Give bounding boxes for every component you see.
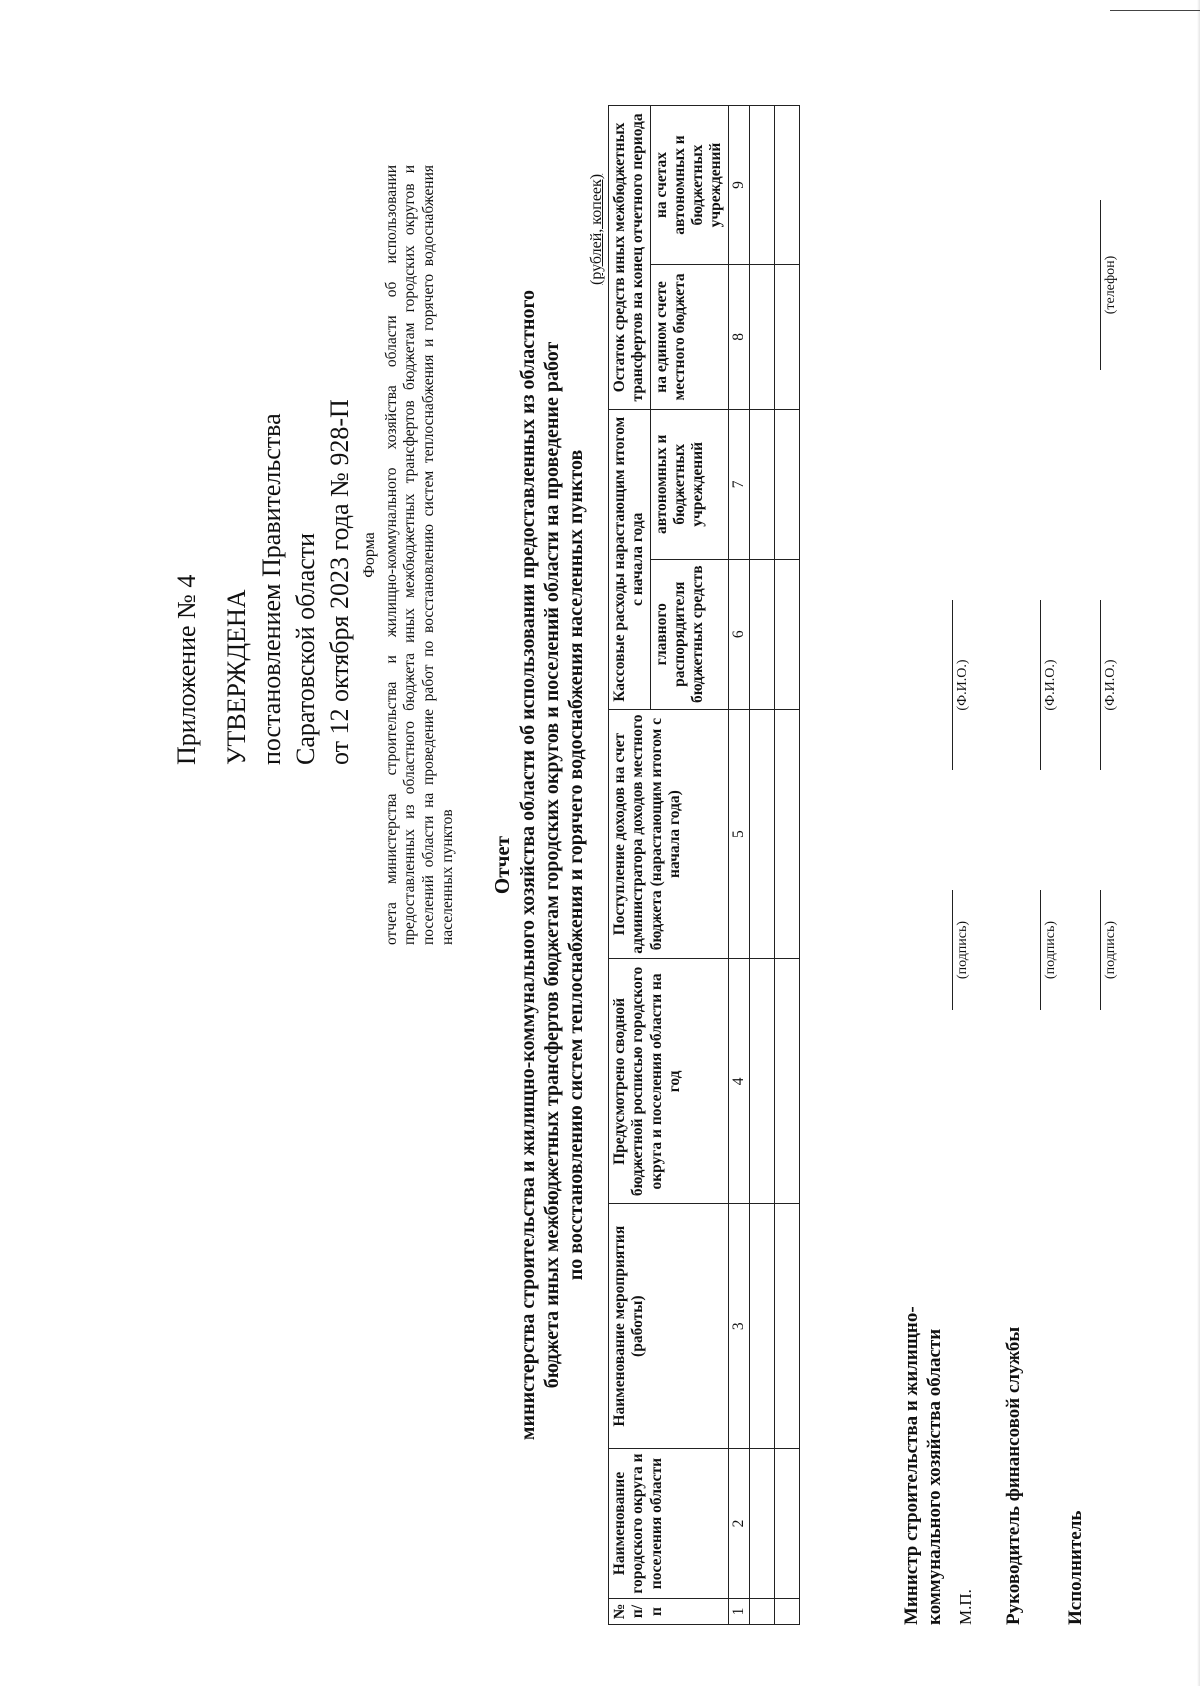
column-number-row xyxy=(728,106,749,1625)
signatures-block xyxy=(900,105,1126,1625)
report-heading xyxy=(490,145,589,1585)
report-line-1: министерства строительства и жилищно-коммунального хозяйства области об использовании предоставленных из областного xyxy=(516,289,539,1441)
name-line xyxy=(1100,600,1101,770)
form-label: Форма xyxy=(361,532,378,578)
header-col-6: главного распорядителя бюджетных средств xyxy=(650,559,728,709)
name-caption: (Ф.И.О.) xyxy=(1103,659,1119,711)
name-line xyxy=(952,600,953,770)
document-sheet xyxy=(40,45,1160,1645)
column-number: 9 xyxy=(728,106,749,265)
phone-line xyxy=(1100,200,1101,370)
column-number: 3 xyxy=(728,1204,749,1449)
column-number: 2 xyxy=(728,1449,749,1599)
units-label: (рублей, копеек) xyxy=(588,173,605,285)
minister-signature-row xyxy=(946,105,1004,1625)
header-col-2: Наименование городского округа и поселения области xyxy=(609,1449,729,1599)
header-cash-expenses: Кассовые расходы нарастающим итогом с начала года xyxy=(609,409,651,709)
name-line xyxy=(1040,600,1041,770)
table-row xyxy=(749,106,774,1625)
column-number: 8 xyxy=(728,264,749,409)
report-line-3: по восстановлению систем теплоснабжения и горячего водоснабжения населенных пунктов xyxy=(565,449,588,1281)
stamp-place-label: М.П. xyxy=(956,1589,976,1625)
header-col-4: Предусмотрено сводной бюджетной росписью городского округа и поселения области на год xyxy=(609,959,729,1204)
scan-line xyxy=(1110,10,1200,11)
header-col-7: автономных и бюджетных учреждений xyxy=(650,409,728,559)
approval-line-3: от 12 октября 2023 года № 928-П xyxy=(325,399,355,765)
approval-line-1: постановлением Правительства xyxy=(256,413,286,765)
phone-caption: (телефон) xyxy=(1103,255,1119,315)
column-number: 6 xyxy=(728,559,749,709)
name-caption: (Ф.И.О.) xyxy=(1043,659,1059,711)
report-table xyxy=(608,105,800,1625)
header-col-3: Наименование мероприятия (работы) xyxy=(609,1204,729,1449)
finance-head-title: Руководитель финансовой службы xyxy=(1003,1326,1025,1625)
signature-caption: (подпись) xyxy=(955,920,971,980)
column-number: 4 xyxy=(728,959,749,1204)
header-remainder: Остаток средств иных межбюджетных трансфертов на конец отчетного периода xyxy=(609,106,651,410)
name-caption: (Ф.И.О.) xyxy=(955,659,971,711)
header-col-5: Поступление доходов на счет администратора доходов местного бюджета (нарастающим итогом с начала года) xyxy=(609,709,729,959)
signature-line xyxy=(952,890,953,1010)
approval-block xyxy=(170,165,358,765)
header-col-1: № п/п xyxy=(609,1599,729,1625)
approval-line-2: Саратовской области xyxy=(290,532,320,765)
column-number: 7 xyxy=(728,409,749,559)
header-col-9: на счетах автономных и бюджетных учреждений xyxy=(650,106,728,265)
report-line-2: бюджета иных межбюджетных трансфертов бюджетам городских округов и поселений области на проведение работ xyxy=(541,341,563,1389)
signature-caption: (подпись) xyxy=(1103,920,1119,980)
column-number: 1 xyxy=(728,1599,749,1625)
minister-title: Министр строительства и жилищно-коммунального хозяйства области xyxy=(901,1306,946,1625)
report-title: Отчет xyxy=(490,835,514,895)
table-row xyxy=(774,106,799,1625)
appendix-label: Приложение № 4 xyxy=(172,574,201,765)
executor-title: Исполнитель xyxy=(1065,1510,1087,1625)
executor-row xyxy=(1066,105,1126,1625)
signature-line xyxy=(1100,890,1101,1010)
form-description: отчета министерства строительства и жилищно-коммунального хозяйства области об использовании предоставленных из областного бюджета иных межбюджетных трансфертов бюджетам городских округов и поселений области на проведение работ по восстановлению систем теплоснабжения и горячего водоснабжения населенных пунктов xyxy=(382,165,457,945)
header-col-8: на едином счете местного бюджета xyxy=(650,264,728,409)
column-number: 5 xyxy=(728,709,749,959)
signature-line xyxy=(1040,890,1041,1010)
signature-caption: (подпись) xyxy=(1043,920,1059,980)
form-block xyxy=(360,165,458,945)
approved-label: УТВЕРЖДЕНА xyxy=(222,589,252,765)
finance-head-row xyxy=(1004,105,1066,1625)
